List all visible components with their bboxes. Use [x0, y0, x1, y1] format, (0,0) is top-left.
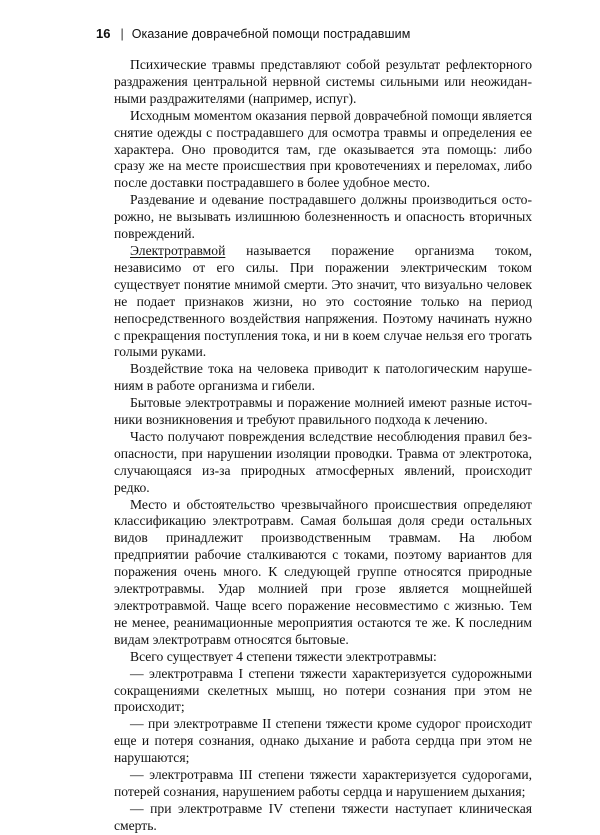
paragraph-text: Место и обстоятельство чрезвычайного происшествия определяют классификацию электротравм. Самая большая доля среди остальных видов принадлежит производственным травмам. На любом предприятии рабочие сталкиваются с токами, поэтому вариантов для поражения очень много. К следующей группе относятся природные электротравмы. Удар молнией при грозе является мощнейшей электротравмой. Чаще всего поражение несовместимо с жизнью. Тем не менее, реанимационные мероприятия остаются те же. К последним видам электротравм относятся бытовые.	[114, 496, 532, 647]
paragraph-text: — при электротравме II степени тяжести кроме судорог происходит еще и потеря сознания, однако дыхание и работа сердца при этом не нарушаются;	[114, 716, 532, 766]
paragraph-electrotrauma-definition	[114, 243, 532, 361]
running-title: Оказание доврачебной помощи пострадавшим	[131, 27, 411, 41]
paragraph-text: — при электротравме IV степени тяжести наступает клиническая смерть.	[114, 800, 532, 833]
term-electrotrauma: Электротравмой	[130, 242, 226, 258]
list-item-severity-2	[114, 716, 532, 767]
paragraph-classification	[114, 497, 532, 649]
paragraph-undressing-start	[114, 108, 532, 193]
paragraph-text: — электротравма I степени тяжести характеризуется судорожными сокращениями скелетных мышц, но потери сознания при этом не происходит;	[114, 665, 532, 715]
paragraph-text: Воздействие тока на человека приводит к патологическим нарушениям в работе организма и гибели.	[114, 361, 532, 394]
paragraph-current-effect	[114, 361, 532, 395]
paragraph-safety-violations	[114, 429, 532, 497]
paragraph-text: называется поражение организма током, независимо от его силы. При поражении электрическим током существует понятие мнимой смерти. Это значит, что визуально человек не подает признаков жизни, но это состояние только на период непосредственного воздействия напряжения. Поэтому начинать нужно с прекращения поступления тока, и ни в коем случае нельзя его трогать голыми руками.	[114, 242, 532, 360]
page-number: 16	[96, 26, 111, 41]
paragraph-severity-intro	[114, 649, 532, 666]
paragraph-text: Всего существует 4 степени тяжести электротравмы:	[130, 648, 437, 664]
paragraph-psychological-trauma	[114, 57, 532, 108]
header-separator: |	[120, 27, 124, 41]
paragraph-text: Психические травмы представляют собой результат рефлекторного раздражения центральной нервной системы сильными или неожиданными раздражителями (например, испуг).	[114, 57, 532, 106]
paragraph-text: Исходным моментом оказания первой доврачебной помощи является снятие одежды с пострадавшего для осмотра травмы и определения ее характера. Оно проводится там, где оказывается эта помощь: либо сразу же на месте происшествия при кровотечениях и переломах, либо после доставки пострадавшего в более удобное место.	[114, 107, 532, 191]
paragraph-text: Часто получают повреждения вследствие несоблюдения правил безопасности, при нарушении изоляции проводки. Травма от электротока, случающаяся из-за природных атмосферных явлений, происходит редко.	[114, 428, 532, 495]
paragraph-household-lightning	[114, 395, 532, 429]
page-body	[114, 57, 532, 835]
paragraph-text: Бытовые электротравмы и поражение молнией имеют разные источники возникновения и требуют правильного подхода к лечению.	[114, 395, 532, 428]
list-item-severity-3	[114, 767, 532, 801]
list-item-severity-4	[114, 801, 532, 835]
paragraph-undressing-care	[114, 192, 532, 243]
paragraph-text: Раздевание и одевание пострадавшего должны производиться осторожно, не вызывать излишнюю болезненность и опасность вторичных повреждений.	[114, 192, 532, 242]
paragraph-text: — электротравма III степени тяжести характеризуется судорогами, потерей сознания, нарушением работы сердца и нарушением дыхания;	[114, 767, 532, 799]
list-item-severity-1	[114, 666, 532, 717]
running-header	[96, 24, 516, 44]
